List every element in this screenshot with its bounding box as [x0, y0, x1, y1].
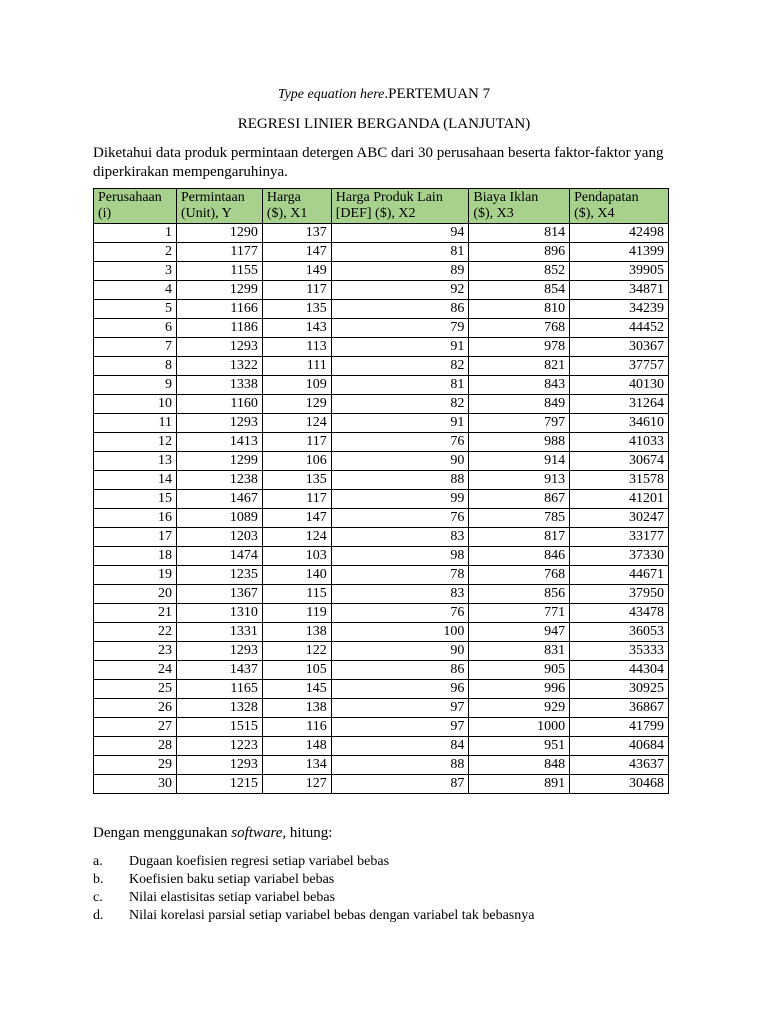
table-cell: 97: [331, 699, 469, 718]
table-cell: 145: [262, 680, 331, 699]
table-cell: 9: [94, 376, 177, 395]
table-cell: 896: [469, 243, 570, 262]
table-cell: 852: [469, 262, 570, 281]
table-body: [94, 224, 669, 794]
table-cell: 1293: [176, 642, 262, 661]
table-cell: 90: [331, 642, 469, 661]
table-cell: 124: [262, 528, 331, 547]
table-cell: 35333: [570, 642, 669, 661]
table-cell: 1310: [176, 604, 262, 623]
table-cell: 11: [94, 414, 177, 433]
table-cell: 16: [94, 509, 177, 528]
table-cell: 92: [331, 281, 469, 300]
table-cell: 98: [331, 547, 469, 566]
table-cell: 1293: [176, 338, 262, 357]
table-cell: 44304: [570, 661, 669, 680]
table-cell: 40684: [570, 737, 669, 756]
table-cell: 3: [94, 262, 177, 281]
table-cell: 768: [469, 566, 570, 585]
intro-paragraph: Diketahui data produk permintaan detergen ABC dari 30 perusahaan beserta faktor-faktor yang diperkirakan mempengaruhinya.: [93, 145, 664, 180]
table-cell: 94: [331, 224, 469, 243]
table-cell: 1155: [176, 262, 262, 281]
table-cell: 97: [331, 718, 469, 737]
table-cell: 129: [262, 395, 331, 414]
table-cell: 29: [94, 756, 177, 775]
table-cell: 19: [94, 566, 177, 585]
list-item-text: Nilai elastisitas setiap variabel bebas: [129, 890, 336, 905]
table-cell: 33177: [570, 528, 669, 547]
table-cell: 149: [262, 262, 331, 281]
table-cell: 905: [469, 661, 570, 680]
table-cell: 1186: [176, 319, 262, 338]
table-cell: 138: [262, 623, 331, 642]
table-cell: 17: [94, 528, 177, 547]
instruction-emphasis: software: [231, 825, 283, 841]
table-cell: 115: [262, 585, 331, 604]
table-cell: 10: [94, 395, 177, 414]
table-row: [94, 680, 669, 699]
table-cell: 856: [469, 585, 570, 604]
table-cell: 7: [94, 338, 177, 357]
table-cell: 117: [262, 281, 331, 300]
list-item-text: Nilai korelasi parsial setiap variabel bebas dengan variabel tak bebasnya: [129, 908, 535, 923]
table-header-row: [94, 189, 669, 224]
table-cell: 988: [469, 433, 570, 452]
list-marker: b.: [93, 872, 104, 887]
table-cell: 37330: [570, 547, 669, 566]
table-cell: 849: [469, 395, 570, 414]
table-row: [94, 338, 669, 357]
table-cell: 44671: [570, 566, 669, 585]
column-header: Harga ($), X1: [262, 189, 331, 224]
table-cell: 99: [331, 490, 469, 509]
table-cell: 137: [262, 224, 331, 243]
column-header: Biaya Iklan ($), X3: [469, 189, 570, 224]
table-cell: 771: [469, 604, 570, 623]
table-cell: 30367: [570, 338, 669, 357]
table-cell: 82: [331, 357, 469, 376]
table-cell: 30: [94, 775, 177, 794]
table-cell: 87: [331, 775, 469, 794]
column-header: Permintaan (Unit), Y: [176, 189, 262, 224]
table-cell: 25: [94, 680, 177, 699]
table-cell: 127: [262, 775, 331, 794]
table-cell: 14: [94, 471, 177, 490]
table-row: [94, 566, 669, 585]
table-cell: 86: [331, 661, 469, 680]
table-row: [94, 585, 669, 604]
table-row: [94, 623, 669, 642]
table-cell: 814: [469, 224, 570, 243]
table-cell: 31578: [570, 471, 669, 490]
table-cell: 31264: [570, 395, 669, 414]
table-row: [94, 414, 669, 433]
table-cell: 43637: [570, 756, 669, 775]
list-item: [93, 853, 693, 871]
table-cell: 140: [262, 566, 331, 585]
table-cell: 148: [262, 737, 331, 756]
table-cell: 1: [94, 224, 177, 243]
table-row: [94, 509, 669, 528]
table-row: [94, 262, 669, 281]
table-cell: 1235: [176, 566, 262, 585]
table-cell: 90: [331, 452, 469, 471]
table-cell: 147: [262, 243, 331, 262]
header-line: [0, 86, 768, 103]
table-cell: 30247: [570, 509, 669, 528]
table-cell: 817: [469, 528, 570, 547]
table-cell: 1165: [176, 680, 262, 699]
table-cell: 117: [262, 490, 331, 509]
table-cell: 124: [262, 414, 331, 433]
table-row: [94, 243, 669, 262]
table-row: [94, 699, 669, 718]
table-cell: 106: [262, 452, 331, 471]
table-cell: 135: [262, 300, 331, 319]
table-cell: 21: [94, 604, 177, 623]
table-cell: 30468: [570, 775, 669, 794]
table-cell: 12: [94, 433, 177, 452]
table-cell: 1437: [176, 661, 262, 680]
table-row: [94, 224, 669, 243]
table-cell: 13: [94, 452, 177, 471]
table-cell: 28: [94, 737, 177, 756]
table-cell: 848: [469, 756, 570, 775]
table-cell: 768: [469, 319, 570, 338]
table-cell: 1160: [176, 395, 262, 414]
list-item: [93, 907, 693, 925]
table-cell: 36053: [570, 623, 669, 642]
table-cell: 843: [469, 376, 570, 395]
table-cell: 41399: [570, 243, 669, 262]
table-cell: 105: [262, 661, 331, 680]
table-cell: 111: [262, 357, 331, 376]
table-row: [94, 300, 669, 319]
list-marker: c.: [93, 890, 103, 905]
table-row: [94, 319, 669, 338]
table-cell: 15: [94, 490, 177, 509]
table-cell: 37950: [570, 585, 669, 604]
table-cell: 37757: [570, 357, 669, 376]
task-list: [93, 853, 693, 925]
page-subtitle: REGRESI LINIER BERGANDA (LANJUTAN): [237, 116, 531, 132]
page-title: PERTEMUAN 7: [388, 86, 491, 102]
table-cell: 116: [262, 718, 331, 737]
table-cell: 78: [331, 566, 469, 585]
table-cell: 122: [262, 642, 331, 661]
table-cell: 1203: [176, 528, 262, 547]
table-cell: 84: [331, 737, 469, 756]
table-row: [94, 376, 669, 395]
table-cell: 951: [469, 737, 570, 756]
table-cell: 1177: [176, 243, 262, 262]
table-cell: 34610: [570, 414, 669, 433]
table-cell: 1474: [176, 547, 262, 566]
table-row: [94, 528, 669, 547]
table-row: [94, 395, 669, 414]
table-cell: 138: [262, 699, 331, 718]
table-cell: 1293: [176, 414, 262, 433]
table-cell: 109: [262, 376, 331, 395]
table-row: [94, 775, 669, 794]
table-cell: 24: [94, 661, 177, 680]
data-table: [93, 188, 669, 794]
table-cell: 86: [331, 300, 469, 319]
table-cell: 914: [469, 452, 570, 471]
table-cell: 39905: [570, 262, 669, 281]
table-cell: 83: [331, 585, 469, 604]
column-header: Perusahaan (i): [94, 189, 177, 224]
table-cell: 1515: [176, 718, 262, 737]
table-cell: 1331: [176, 623, 262, 642]
table-cell: 20: [94, 585, 177, 604]
table-row: [94, 661, 669, 680]
table-cell: 18: [94, 547, 177, 566]
table-cell: 929: [469, 699, 570, 718]
table-cell: 42498: [570, 224, 669, 243]
table-cell: 1299: [176, 281, 262, 300]
table-cell: 2: [94, 243, 177, 262]
table-cell: 1322: [176, 357, 262, 376]
table-cell: 34871: [570, 281, 669, 300]
table-cell: 117: [262, 433, 331, 452]
list-item: [93, 871, 693, 889]
table-cell: 82: [331, 395, 469, 414]
table-cell: 81: [331, 243, 469, 262]
table-cell: 27: [94, 718, 177, 737]
table-cell: 88: [331, 471, 469, 490]
table-cell: 34239: [570, 300, 669, 319]
table-cell: 23: [94, 642, 177, 661]
table-cell: 831: [469, 642, 570, 661]
table-row: [94, 718, 669, 737]
column-header: Pendapatan ($), X4: [570, 189, 669, 224]
list-item-text: Dugaan koefisien regresi setiap variabel bebas: [129, 854, 390, 869]
list-item: [93, 889, 693, 907]
table-cell: 5: [94, 300, 177, 319]
table-cell: 44452: [570, 319, 669, 338]
table-cell: 867: [469, 490, 570, 509]
table-cell: 26: [94, 699, 177, 718]
table-cell: 41033: [570, 433, 669, 452]
table-cell: 846: [469, 547, 570, 566]
table-cell: 1293: [176, 756, 262, 775]
table-cell: 143: [262, 319, 331, 338]
table-row: [94, 737, 669, 756]
table-cell: 1238: [176, 471, 262, 490]
column-header: Harga Produk Lain [DEF] ($), X2: [331, 189, 469, 224]
table-cell: 1290: [176, 224, 262, 243]
table-cell: 134: [262, 756, 331, 775]
table-cell: 43478: [570, 604, 669, 623]
table-cell: 96: [331, 680, 469, 699]
list-item-text: Koefisien baku setiap variabel bebas: [129, 872, 335, 887]
table-cell: 119: [262, 604, 331, 623]
table-row: [94, 433, 669, 452]
table-cell: 1367: [176, 585, 262, 604]
table-cell: 81: [331, 376, 469, 395]
table-cell: 22: [94, 623, 177, 642]
table-cell: 4: [94, 281, 177, 300]
table-cell: 76: [331, 433, 469, 452]
table-cell: 821: [469, 357, 570, 376]
table-cell: 88: [331, 756, 469, 775]
table-cell: 79: [331, 319, 469, 338]
table-cell: 913: [469, 471, 570, 490]
table-cell: 36867: [570, 699, 669, 718]
table-cell: 891: [469, 775, 570, 794]
table-cell: 854: [469, 281, 570, 300]
table-cell: 91: [331, 338, 469, 357]
table-cell: 30674: [570, 452, 669, 471]
list-marker: d.: [93, 908, 104, 923]
table-cell: 76: [331, 509, 469, 528]
table-cell: 1467: [176, 490, 262, 509]
table-cell: 785: [469, 509, 570, 528]
table-cell: 1299: [176, 452, 262, 471]
table-cell: 1000: [469, 718, 570, 737]
table-cell: 6: [94, 319, 177, 338]
table-cell: 30925: [570, 680, 669, 699]
table-row: [94, 452, 669, 471]
table-cell: 147: [262, 509, 331, 528]
table-cell: 1223: [176, 737, 262, 756]
table-cell: 797: [469, 414, 570, 433]
table-row: [94, 471, 669, 490]
table-cell: 1215: [176, 775, 262, 794]
table-cell: 8: [94, 357, 177, 376]
table-cell: 41799: [570, 718, 669, 737]
table-row: [94, 547, 669, 566]
table-row: [94, 490, 669, 509]
list-marker: a.: [93, 854, 103, 869]
header-separator: .: [384, 86, 389, 102]
table-cell: 947: [469, 623, 570, 642]
equation-placeholder[interactable]: Type equation here: [277, 87, 385, 102]
table-cell: 103: [262, 547, 331, 566]
table-cell: 89: [331, 262, 469, 281]
table-cell: 41201: [570, 490, 669, 509]
table-cell: 83: [331, 528, 469, 547]
table-cell: 1089: [176, 509, 262, 528]
table-cell: 135: [262, 471, 331, 490]
table-row: [94, 281, 669, 300]
table-cell: 1338: [176, 376, 262, 395]
table-row: [94, 357, 669, 376]
table-cell: 100: [331, 623, 469, 642]
table-row: [94, 756, 669, 775]
table-row: [94, 642, 669, 661]
instruction-text: Dengan menggunakan software, hitung:: [93, 825, 333, 841]
table-cell: 1328: [176, 699, 262, 718]
table-cell: 978: [469, 338, 570, 357]
table-row: [94, 604, 669, 623]
table-cell: 113: [262, 338, 331, 357]
table-cell: 91: [331, 414, 469, 433]
table-cell: 1413: [176, 433, 262, 452]
table-cell: 996: [469, 680, 570, 699]
table-cell: 40130: [570, 376, 669, 395]
table-cell: 1166: [176, 300, 262, 319]
table-cell: 810: [469, 300, 570, 319]
table-cell: 76: [331, 604, 469, 623]
